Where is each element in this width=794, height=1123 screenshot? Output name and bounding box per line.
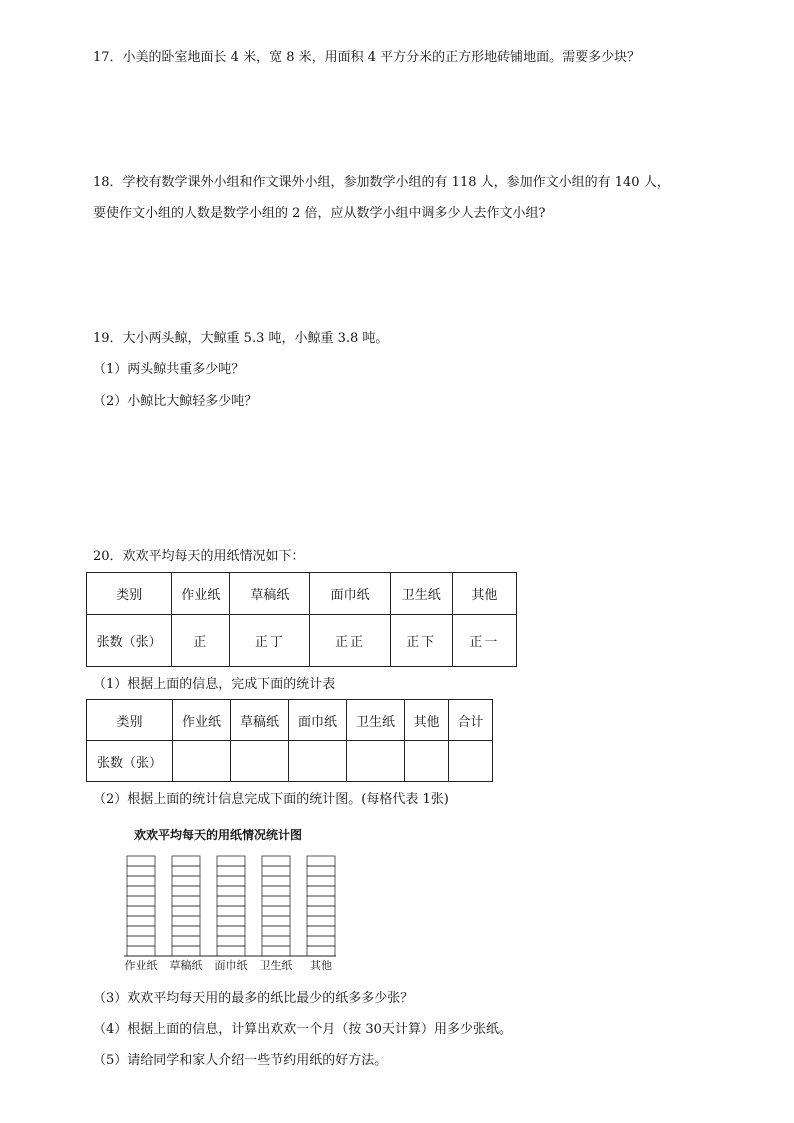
chart-grid-cell[interactable] xyxy=(127,896,155,906)
stat-header-category: 类别 xyxy=(87,700,173,741)
chart-grid-cell[interactable] xyxy=(307,856,335,866)
question-19-stem: 19．大小两头鲸，大鲸重 5.3 吨，小鲸重 3.8 吨。 xyxy=(93,331,389,346)
chart-grid-cell[interactable] xyxy=(307,936,335,946)
chart-grid-cell[interactable] xyxy=(217,896,245,906)
tally-homework-paper: 正 xyxy=(172,615,230,667)
chart-category-label: 其他 xyxy=(310,959,332,972)
chart-grid-cell[interactable] xyxy=(172,876,200,886)
chart-grid-cell[interactable] xyxy=(127,866,155,876)
tally-row-label: 张数（张） xyxy=(87,615,172,667)
chart-grid-cell[interactable] xyxy=(262,876,290,886)
question-20-sub-2: （2）根据上面的统计信息完成下面的统计图。(每格代表 1张) xyxy=(93,792,449,807)
paper-usage-chart xyxy=(110,842,350,977)
stat-header-other: 其他 xyxy=(405,700,449,741)
chart-column-5[interactable] xyxy=(307,856,335,956)
chart-grid-cell[interactable] xyxy=(262,906,290,916)
tally-header-category: 类别 xyxy=(87,573,172,615)
stat-table xyxy=(86,699,493,782)
stat-blank-tissue[interactable] xyxy=(289,741,347,782)
chart-grid-cell[interactable] xyxy=(172,936,200,946)
tally-header-draft-paper: 草稿纸 xyxy=(230,573,310,615)
chart-grid-cell[interactable] xyxy=(262,946,290,956)
chart-grid-cell[interactable] xyxy=(217,906,245,916)
stat-blank-draft-paper[interactable] xyxy=(231,741,289,782)
chart-grid-cell[interactable] xyxy=(217,936,245,946)
chart-column-4[interactable] xyxy=(262,856,290,956)
question-19-sub-1: （1）两头鲸共重多少吨？ xyxy=(93,362,245,377)
chart-category-label: 面巾纸 xyxy=(214,959,248,972)
chart-grid-cell[interactable] xyxy=(172,916,200,926)
chart-grid-cell[interactable] xyxy=(127,856,155,866)
chart-category-label: 卫生纸 xyxy=(259,959,293,972)
stat-table-count-row xyxy=(87,741,493,782)
chart-grid-cell[interactable] xyxy=(127,926,155,936)
chart-grid-cell[interactable] xyxy=(127,936,155,946)
chart-grid-cell[interactable] xyxy=(217,926,245,936)
chart-grid-cell[interactable] xyxy=(217,876,245,886)
tally-toilet-paper: 正下 xyxy=(390,615,452,667)
chart-grid-cell[interactable] xyxy=(262,886,290,896)
tally-header-toilet-paper: 卫生纸 xyxy=(390,573,452,615)
chart-grid-cell[interactable] xyxy=(262,916,290,926)
stat-blank-total[interactable] xyxy=(449,741,493,782)
chart-grid-cell[interactable] xyxy=(307,876,335,886)
question-18-line-1: 18．学校有数学课外小组和作文课外小组，参加数学小组的有 118 人，参加作文小组的有 140 人， xyxy=(93,175,670,190)
chart-grid-cell[interactable] xyxy=(127,876,155,886)
chart-grid-cell[interactable] xyxy=(262,866,290,876)
stat-blank-homework-paper[interactable] xyxy=(173,741,231,782)
tally-other: 正一 xyxy=(452,615,516,667)
chart-grid-cell[interactable] xyxy=(307,906,335,916)
stat-header-homework-paper: 作业纸 xyxy=(173,700,231,741)
tally-header-homework-paper: 作业纸 xyxy=(172,573,230,615)
question-20-sub-3: （3）欢欢平均每天用的最多的纸比最少的纸多多少张？ xyxy=(93,991,414,1006)
tally-header-other: 其他 xyxy=(452,573,516,615)
question-20-stem: 20．欢欢平均每天的用纸情况如下： xyxy=(93,549,305,564)
tally-table-count-row xyxy=(87,615,517,667)
stat-row-label: 张数（张） xyxy=(87,741,173,782)
chart-category-label: 作业纸 xyxy=(124,959,158,972)
stat-blank-other[interactable] xyxy=(405,741,449,782)
chart-grid-cell[interactable] xyxy=(262,926,290,936)
stat-header-total: 合计 xyxy=(449,700,493,741)
chart-grid-cell[interactable] xyxy=(172,946,200,956)
chart-grid-cell[interactable] xyxy=(262,936,290,946)
chart-grid-cell[interactable] xyxy=(217,946,245,956)
stat-header-tissue: 面巾纸 xyxy=(289,700,347,741)
chart-column-2[interactable] xyxy=(172,856,200,956)
chart-grid-cell[interactable] xyxy=(307,866,335,876)
tally-table-header-row xyxy=(87,573,517,615)
chart-grid-cell[interactable] xyxy=(172,906,200,916)
chart-category-label: 草稿纸 xyxy=(169,959,203,972)
chart-grid-cell[interactable] xyxy=(307,946,335,956)
question-20-sub-1: （1）根据上面的信息，完成下面的统计表 xyxy=(93,677,336,692)
chart-grid-cell[interactable] xyxy=(172,926,200,936)
chart-grid-cell[interactable] xyxy=(127,916,155,926)
stat-header-draft-paper: 草稿纸 xyxy=(231,700,289,741)
chart-grid-cell[interactable] xyxy=(217,886,245,896)
chart-grid-cell[interactable] xyxy=(127,906,155,916)
chart-title: 欢欢平均每天的用纸情况统计图 xyxy=(134,828,303,842)
tally-table xyxy=(86,572,517,667)
chart-grid-cell[interactable] xyxy=(172,866,200,876)
stat-header-toilet-paper: 卫生纸 xyxy=(347,700,405,741)
question-17: 17．小美的卧室地面长 4 米，宽 8 米，用面积 4 平方分米的正方形地砖铺地面。需要多少块？ xyxy=(93,50,641,65)
chart-grid-cell[interactable] xyxy=(307,916,335,926)
chart-grid-cell[interactable] xyxy=(217,866,245,876)
chart-grid-cell[interactable] xyxy=(217,916,245,926)
stat-table-header-row xyxy=(87,700,493,741)
question-18-line-2: 要使作文小组的人数是数学小组的 2 倍，应从数学小组中调多少人去作文小组? xyxy=(93,206,546,221)
question-19-sub-2: （2）小鲸比大鲸轻多少吨？ xyxy=(93,394,258,409)
chart-grid-cell[interactable] xyxy=(172,856,200,866)
chart-grid-cell[interactable] xyxy=(127,886,155,896)
chart-grid-cell[interactable] xyxy=(307,926,335,936)
tally-header-tissue: 面巾纸 xyxy=(310,573,390,615)
tally-tissue: 正正 xyxy=(310,615,390,667)
chart-grid-cell[interactable] xyxy=(307,896,335,906)
tally-draft-paper: 正丁 xyxy=(230,615,310,667)
chart-grid-cell[interactable] xyxy=(172,886,200,896)
chart-column-3[interactable] xyxy=(217,856,245,956)
chart-grid-cell[interactable] xyxy=(262,896,290,906)
chart-grid-cell[interactable] xyxy=(217,856,245,866)
chart-grid-cell[interactable] xyxy=(172,896,200,906)
chart-grid-cell[interactable] xyxy=(307,886,335,896)
chart-grid-cell[interactable] xyxy=(127,946,155,956)
chart-grid-cell[interactable] xyxy=(262,856,290,866)
question-20-sub-4: （4）根据上面的信息，计算出欢欢一个月（按 30天计算）用多少张纸。 xyxy=(93,1022,512,1037)
chart-column-1[interactable] xyxy=(127,856,155,956)
question-20-sub-5: （5）请给同学和家人介绍一些节约用纸的好方法。 xyxy=(93,1053,388,1068)
stat-blank-toilet-paper[interactable] xyxy=(347,741,405,782)
